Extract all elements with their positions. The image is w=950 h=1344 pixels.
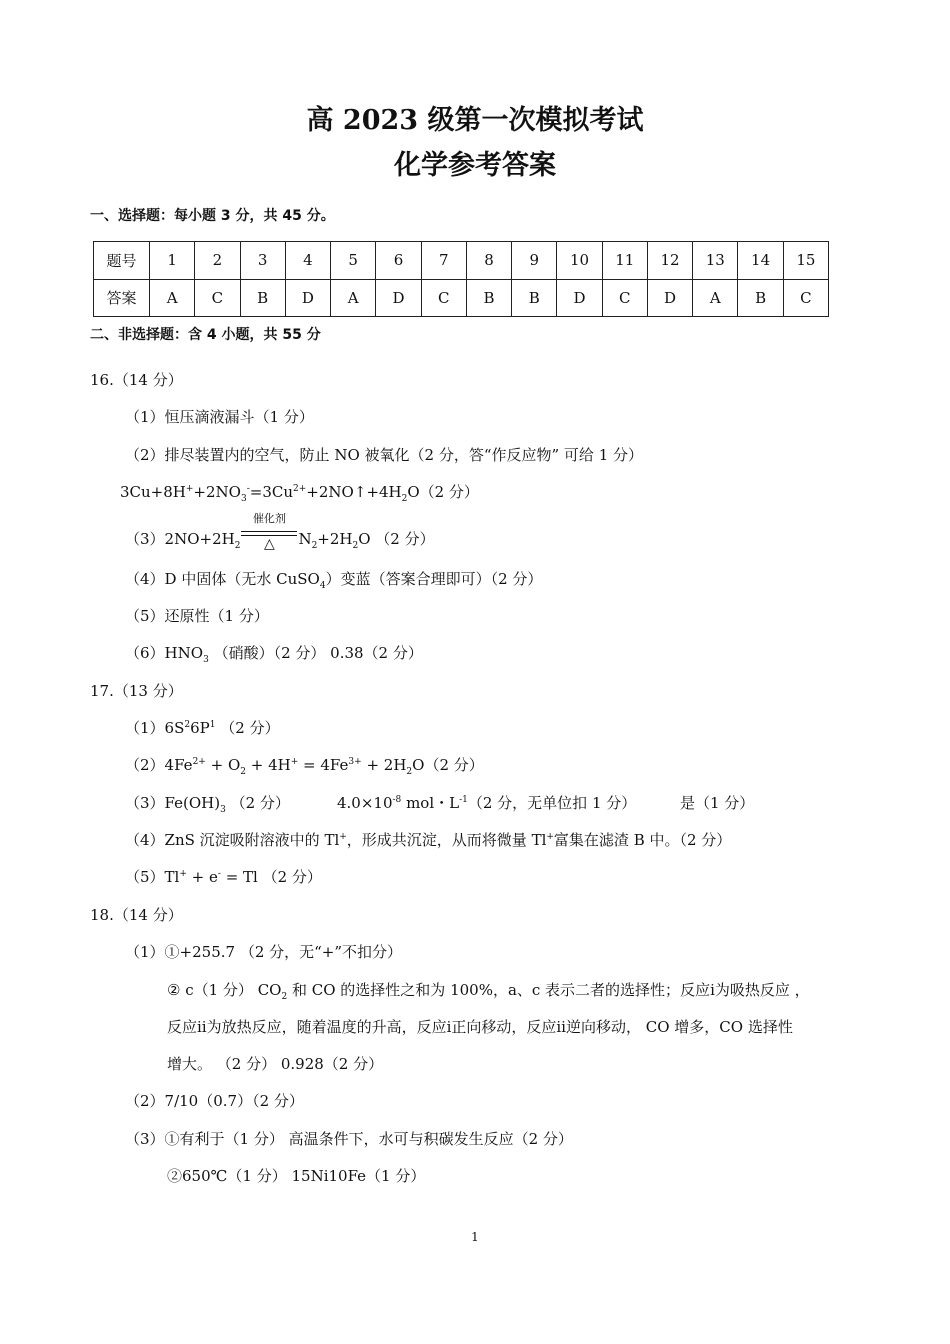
page-title: 高 2023 级第一次模拟考试 xyxy=(306,105,644,136)
catalyst-label: 催化剂 xyxy=(252,512,286,525)
table-cell: C xyxy=(195,279,240,317)
table-cell: 4 xyxy=(285,242,330,280)
table-cell: 3 xyxy=(240,242,285,280)
q18-part1: （1）①+255.7 （2 分，无“+”不扣分） xyxy=(125,943,403,961)
q17-part4 xyxy=(125,829,731,850)
eq-text: （硝酸）（2 分） 0.38（2 分） xyxy=(208,644,423,662)
q16-part1: （1）恒压滴液漏斗（1 分） xyxy=(125,408,314,426)
table-cell: A xyxy=(693,279,738,317)
eq-text: + 2H xyxy=(361,756,407,774)
table-cell: 10 xyxy=(557,242,602,280)
eq-text: +2H xyxy=(317,530,353,548)
table-cell: 5 xyxy=(331,242,376,280)
q16-part2: （2）排尽装置内的空气，防止 NO 被氧化（2 分，答“作反应物” 可给 1 分） xyxy=(125,446,644,464)
eq-sub: 2 xyxy=(234,541,241,551)
eq-text: + O xyxy=(205,756,241,774)
table-cell: B xyxy=(466,279,511,317)
q17-part3-judge: 是（1 分） xyxy=(680,794,755,812)
eq-sup: + xyxy=(546,832,554,842)
q16-equation xyxy=(120,481,479,502)
q18-part1-explain-3: 增大。 （2 分） 0.928（2 分） xyxy=(167,1055,384,1073)
q18-part3: （3）①有利于（1 分） 高温条件下，水可与积碳发生反应（2 分） xyxy=(125,1130,573,1148)
eq-sup: -8 xyxy=(392,795,402,805)
table-cell: 13 xyxy=(693,242,738,280)
eq-text: + 4H xyxy=(245,756,291,774)
eq-sup: + xyxy=(185,484,194,494)
table-row-answers xyxy=(94,279,829,317)
q18-part1-explain-1 xyxy=(167,979,810,1000)
table-cell: D xyxy=(557,279,602,317)
eq-sub: 3 xyxy=(240,494,247,504)
table-cell: D xyxy=(285,279,330,317)
page-subtitle: 化学参考答案 xyxy=(394,150,556,181)
eq-text: ，形成共沉淀，从而将微量 Tl xyxy=(346,831,547,849)
eq-sup: 2 xyxy=(184,720,191,730)
page-number: 1 xyxy=(471,1230,479,1244)
eq-text: （2）4Fe xyxy=(125,756,193,774)
table-cell: D xyxy=(376,279,421,317)
eq-text: O（2 分） xyxy=(412,756,484,774)
eq-text: （3）2NO+2H xyxy=(125,530,235,548)
eq-sub: 2 xyxy=(240,767,246,777)
eq-sub: 4 xyxy=(319,581,326,591)
eq-sup: - xyxy=(246,484,250,494)
eq-text: = 4Fe xyxy=(298,756,349,774)
eq-sup: + xyxy=(179,869,187,879)
q18-part2: （2）7/10（0.7）（2 分） xyxy=(125,1092,304,1110)
eq-text: N xyxy=(298,530,312,548)
table-cell: C xyxy=(783,279,828,317)
table-cell: B xyxy=(738,279,783,317)
table-cell: B xyxy=(240,279,285,317)
table-cell: C xyxy=(602,279,647,317)
eq-text: +2NO↑+4H xyxy=(306,483,402,501)
eq-text: （6）HNO xyxy=(125,644,204,662)
q16-part6 xyxy=(125,642,423,663)
table-cell: D xyxy=(647,279,692,317)
question-16-heading: 16.（14 分） xyxy=(90,371,183,389)
q17-part5 xyxy=(125,866,322,887)
eq-sup: 2+ xyxy=(192,757,206,767)
eq-text: （1）6S xyxy=(125,719,185,737)
answer-table xyxy=(93,241,829,317)
eq-sup: - xyxy=(217,869,221,879)
table-cell: 9 xyxy=(512,242,557,280)
q17-part2 xyxy=(125,754,484,775)
eq-text: +2NO xyxy=(193,483,241,501)
eq-text: 和 CO 的选择性之和为 100%，a、c 表示二者的选择性；反应ⅰ为吸热反应 ， xyxy=(287,981,810,999)
table-cell: 8 xyxy=(466,242,511,280)
eq-text: （3）Fe(OH) xyxy=(125,794,221,812)
table-cell: 2 xyxy=(195,242,240,280)
eq-text: 3Cu+8H xyxy=(120,483,186,501)
table-cell: 7 xyxy=(421,242,466,280)
question-17-heading: 17.（13 分） xyxy=(90,682,183,700)
q17-part1 xyxy=(125,717,280,738)
table-cell: B xyxy=(512,279,557,317)
eq-text: （2 分，无单位扣 1 分） xyxy=(467,794,637,812)
q16-part4 xyxy=(125,568,542,589)
eq-text: （2 分） xyxy=(215,719,280,737)
eq-text: = Tl （2 分） xyxy=(220,868,322,886)
eq-text: mol・L xyxy=(401,794,460,812)
q16-part5: （5）还原性（1 分） xyxy=(125,607,269,625)
eq-sup: 2+ xyxy=(293,484,307,494)
table-header-cell: 答案 xyxy=(94,279,150,317)
eq-text: O （2 分） xyxy=(358,530,435,548)
eq-sub: 2 xyxy=(281,992,288,1002)
table-cell: 15 xyxy=(783,242,828,280)
eq-text: 富集在滤渣 B 中。（2 分） xyxy=(553,831,732,849)
q17-part3-ksp xyxy=(337,792,636,813)
eq-sup: + xyxy=(339,832,347,842)
eq-text: 6P xyxy=(190,719,210,737)
table-cell: 12 xyxy=(647,242,692,280)
table-cell: 14 xyxy=(738,242,783,280)
eq-sup: 1 xyxy=(209,720,216,730)
eq-text: （2 分） xyxy=(225,794,290,812)
eq-sub: 2 xyxy=(311,541,318,551)
eq-text: ② c（1 分） CO xyxy=(167,981,282,999)
table-cell: 6 xyxy=(376,242,421,280)
eq-text: （4）ZnS 沉淀吸附溶液中的 Tl xyxy=(125,831,340,849)
eq-text: O（2 分） xyxy=(407,483,479,501)
eq-text: ）变蓝（答案合理即可）（2 分） xyxy=(325,570,543,588)
heat-symbol: △ xyxy=(264,536,275,552)
eq-text: =3Cu xyxy=(249,483,293,501)
eq-text: + e xyxy=(186,868,218,886)
question-18-heading: 18.（14 分） xyxy=(90,906,183,924)
table-cell: C xyxy=(421,279,466,317)
eq-sub: 2 xyxy=(401,494,408,504)
section-heading-choice: 一、选择题：每小题 3 分，共 45 分。 xyxy=(90,208,335,224)
eq-sup: + xyxy=(290,757,299,767)
table-cell: 1 xyxy=(150,242,195,280)
double-line-top xyxy=(241,531,297,532)
table-row-numbers xyxy=(94,242,829,280)
eq-text: 4.0×10 xyxy=(337,794,393,812)
eq-text: （5）Tl xyxy=(125,868,180,886)
q17-part3 xyxy=(125,792,290,813)
eq-sup: 3+ xyxy=(348,757,362,767)
eq-sup: -1 xyxy=(459,795,468,805)
table-cell: A xyxy=(150,279,195,317)
catalyst-condition xyxy=(241,512,297,552)
eq-sub: 2 xyxy=(352,541,359,551)
table-header-cell: 题号 xyxy=(94,242,150,280)
eq-sub: 3 xyxy=(220,805,226,815)
table-cell: 11 xyxy=(602,242,647,280)
q18-part3-b: ②650℃（1 分） 15Ni10Fe（1 分） xyxy=(167,1167,426,1185)
q18-part1-explain-2: 反应ⅱ为放热反应，随着温度的升高，反应ⅰ正向移动，反应ⅱ逆向移动， CO 增多，CO 选择性 xyxy=(167,1018,793,1036)
q16-part3 xyxy=(125,512,435,552)
eq-text: （4）D 中固体（无水 CuSO xyxy=(125,570,320,588)
table-cell: A xyxy=(331,279,376,317)
section-heading-nonchoice: 二、非选择题：含 4 小题，共 55 分 xyxy=(90,327,321,343)
eq-sub: 2 xyxy=(406,767,413,777)
eq-sub: 3 xyxy=(203,655,209,665)
